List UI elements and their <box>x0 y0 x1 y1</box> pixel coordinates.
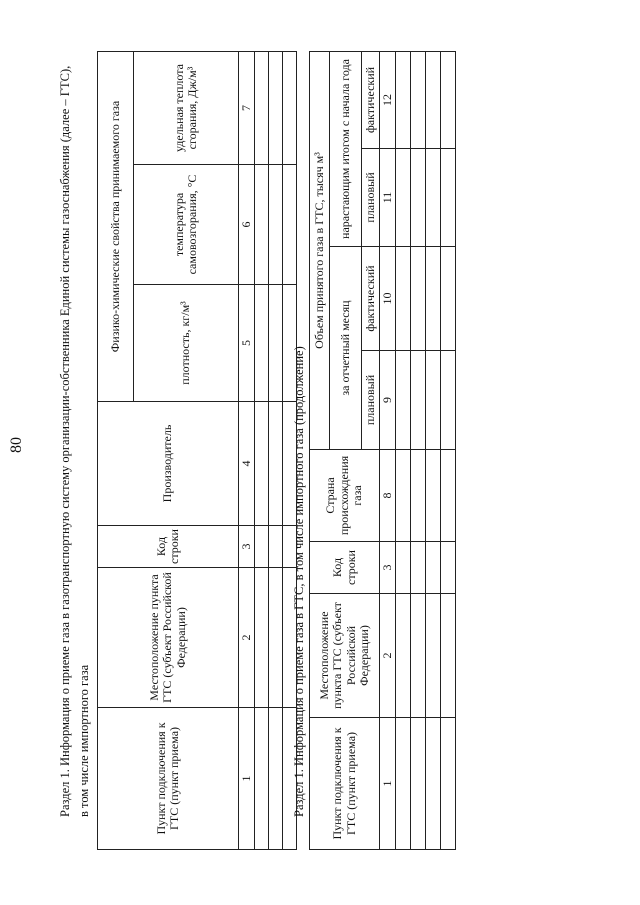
col-number: 2 <box>239 568 255 708</box>
section1-table <box>97 51 297 850</box>
col-number: 7 <box>239 52 255 165</box>
col-number: 4 <box>239 402 255 526</box>
header-point: Пункт подключения к ГТС (пункт приема) <box>310 718 380 850</box>
page-number: 80 <box>8 437 25 453</box>
header-location: Местоположение пункта ГТС (субъект Российской Федерации) <box>310 594 380 718</box>
col-number: 6 <box>239 165 255 285</box>
col-number: 1 <box>380 718 396 850</box>
col-number: 2 <box>380 594 396 718</box>
col-number: 3 <box>380 542 396 594</box>
header-location: Местоположение пункта ГТС (субъект Российской Федерации) <box>98 568 239 708</box>
table-row <box>239 52 255 850</box>
col-number: 11 <box>380 149 396 247</box>
table-row <box>269 52 283 850</box>
header-volume-group: Объем принятого газа в ГТС, тысяч м³ <box>310 51 330 449</box>
header-heat: удельная теплота сгорания, Дж/м³ <box>134 52 239 165</box>
header-planned: плановый <box>362 149 380 247</box>
header-code: Код строки <box>98 526 239 568</box>
section2-title: Раздел 1. Информация о приеме газа в ГТС, в том числе импортного газа (продолжение) <box>292 346 306 817</box>
table-row <box>411 51 426 849</box>
col-number: 8 <box>380 450 396 542</box>
table-row <box>255 52 269 850</box>
header-actual: фактический <box>362 51 380 148</box>
col-number: 5 <box>239 285 255 402</box>
header-actual: фактический <box>362 247 380 351</box>
header-ytd: нарастающим итогом с начала года <box>330 51 362 246</box>
header-temp: температура самовозгорания, °С <box>134 165 239 285</box>
table-row <box>441 51 456 849</box>
section1-title: Раздел 1. Информация о приеме газа в газотранспортную систему организации-собственника Единой системы газоснабжения (далее – ГТС), в том числе импортного газа <box>58 65 91 817</box>
header-planned: плановый <box>362 351 380 450</box>
col-number: 9 <box>380 351 396 450</box>
col-number: 10 <box>380 247 396 351</box>
col-number: 12 <box>380 51 396 148</box>
header-point: Пункт подключения к ГТС (пункт приема) <box>98 708 239 850</box>
section2-table <box>309 51 456 850</box>
header-month: за отчетный месяц <box>330 247 362 450</box>
header-country: Страна происхождения газа <box>310 450 380 542</box>
table-row <box>396 51 411 849</box>
header-code: Код строки <box>310 542 380 594</box>
header-producer: Производитель <box>98 402 239 526</box>
table-row <box>380 51 396 849</box>
col-number: 1 <box>239 708 255 850</box>
header-density: плотность, кг/м³ <box>134 285 239 402</box>
table-row <box>426 51 441 849</box>
header-props-group: Физико-химические свойства принимаемого газа <box>98 52 134 402</box>
col-number: 3 <box>239 526 255 568</box>
